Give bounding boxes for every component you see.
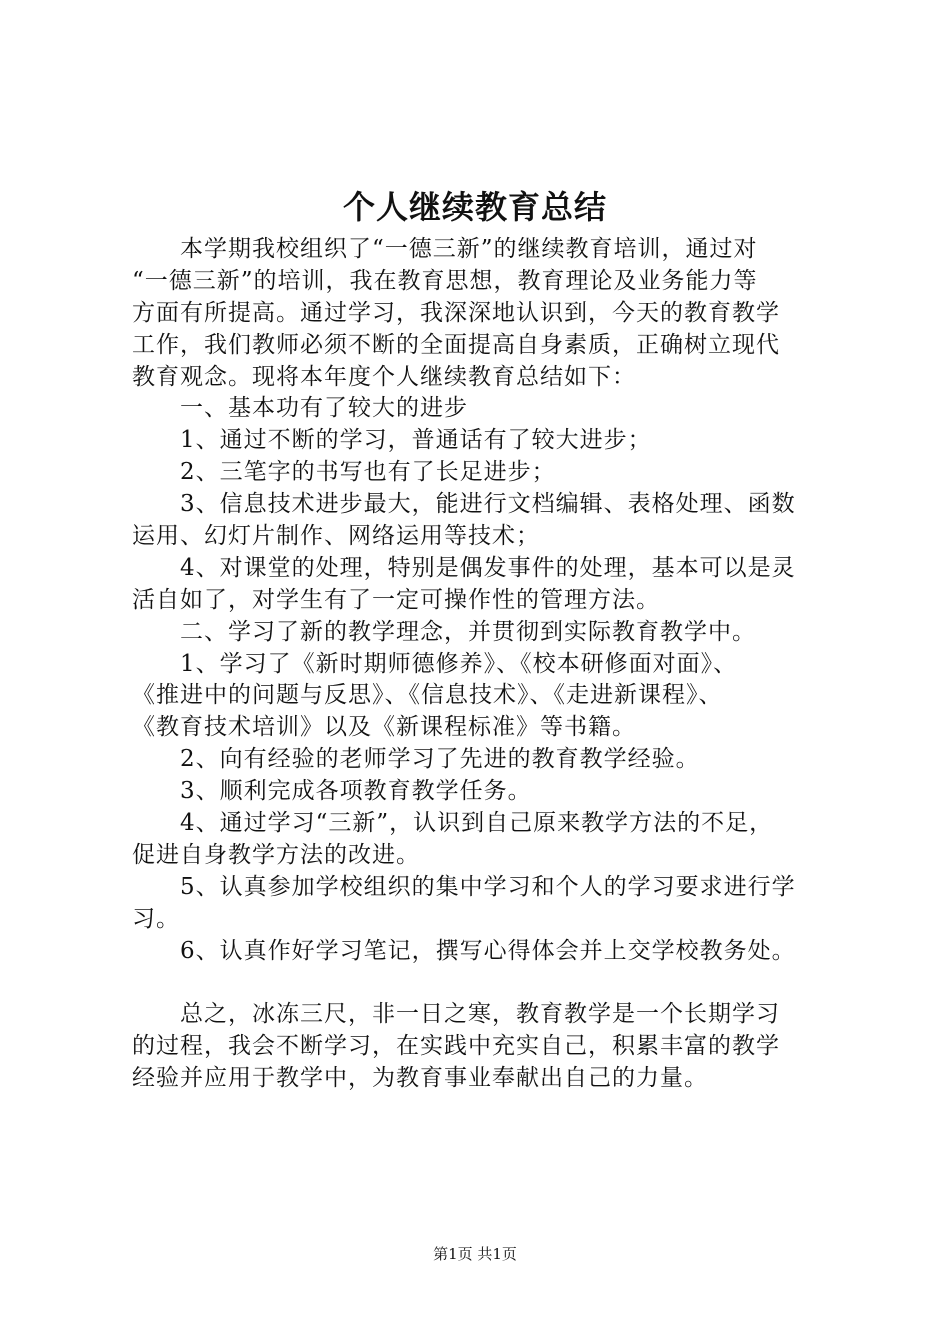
list-item-continued: 《推进中的问题与反思》、《信息技术》、《走进新课程》、 (132, 682, 723, 709)
list-item-continued: 运用、幻灯片制作、网络运用等技术； (132, 523, 540, 550)
paragraph-line: “一德三新”的培训，我在教育思想，教育理论及业务能力等 (132, 267, 758, 294)
paragraph-line: 教育观念。现将本年度个人继续教育总结如下： (132, 363, 636, 390)
list-item: 4、通过学习“三新”，认识到自己原来教学方法的不足， (180, 810, 774, 837)
list-item: 1、学习了《新时期师德修养》、《校本研修面对面》、 (180, 650, 738, 677)
section-heading: 一、基本功有了较大的进步 (180, 395, 468, 422)
list-item: 6、认真作好学习笔记，撰写心得体会并上交学校教务处。 (180, 937, 796, 964)
list-item: 3、信息技术进步最大，能进行文档编辑、表格处理、函数 (180, 491, 796, 518)
paragraph-line: 的过程，我会不断学习，在实践中充实自己，积累丰富的教学 (132, 1033, 780, 1060)
list-item: 5、认真参加学校组织的集中学习和个人的学习要求进行学 (180, 873, 796, 900)
paragraph-line: 本学期我校组织了“一德三新”的继续教育培训，通过对 (180, 236, 758, 262)
paragraph-line: 工作，我们教师必须不断的全面提高自身素质，正确树立现代 (132, 331, 780, 358)
paragraph-line: 总之，冰冻三尺，非一日之寒，教育教学是一个长期学习 (180, 1001, 780, 1028)
page-footer: 第1页 共1页 (433, 1245, 517, 1263)
list-item: 3、顺利完成各项教育教学任务。 (180, 778, 532, 805)
list-item: 4、对课堂的处理，特别是偶发事件的处理，基本可以是灵 (180, 554, 796, 581)
paragraph-line: 方面有所提高。通过学习，我深深地认识到，今天的教育教学 (132, 299, 780, 326)
list-item-continued: 习。 (132, 905, 180, 932)
document-title: 个人继续教育总结 (342, 188, 607, 226)
document-body (132, 234, 832, 1095)
list-item: 1、通过不断的学习，普通话有了较大进步； (180, 427, 652, 454)
paragraph-line: 经验并应用于教学中，为教育事业奉献出自己的力量。 (132, 1065, 708, 1092)
list-item-continued: 活自如了，对学生有了一定可操作性的管理方法。 (132, 586, 660, 613)
section-heading: 二、学习了新的教学理念，并贯彻到实际教育教学中。 (180, 618, 756, 645)
blank-line (132, 967, 832, 999)
list-item-continued: 促进自身教学方法的改进。 (132, 841, 420, 868)
list-item: 2、向有经验的老师学习了先进的教育教学经验。 (180, 746, 700, 773)
list-item: 2、三笔字的书写也有了长足进步； (180, 459, 556, 486)
list-item-continued: 《教育技术培训》以及《新课程标准》等书籍。 (132, 714, 636, 741)
